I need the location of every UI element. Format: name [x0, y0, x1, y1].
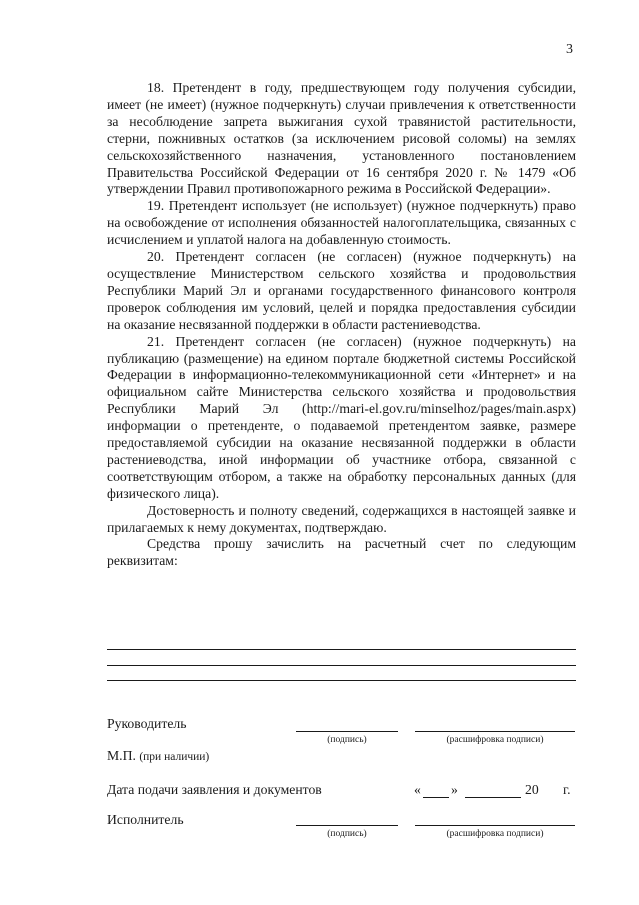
- stamp-label: М.П.: [107, 748, 136, 763]
- date-day-line: [423, 797, 449, 798]
- paragraph-21: 21. Претендент согласен (не согласен) (нужное подчеркнуть) на публикацию (размещение) на едином портале бюджетной системы Российской Федерации в информационно-телекоммуникационной сети «Интернет» и на официальном сайте Министерства сельского хозяйства и продовольствия Республики Марий Эл (http://mari-el.gov.ru/minselhoz/pages/main.aspx) информации о претенденте, о подаваемой претендентом заявке, размере предоставляемой субсидии на оказание несвязанной поддержки в области растениеводства, иной информации об участнике отбора, связанной с соответствующим отбором, а также на обработку персональных данных (для физического лица).: [107, 333, 576, 501]
- date-year-suffix: г.: [563, 782, 571, 797]
- executor-decoding-line: [415, 825, 575, 826]
- confirmation-paragraph: Достоверность и полноту сведений, содержащихся в настоящей заявке и прилагаемых к нему документах, подтверждаю.: [107, 502, 576, 535]
- body-text: [107, 80, 576, 570]
- head-label: Руководитель: [107, 716, 187, 731]
- head-signature-line: [296, 731, 398, 732]
- date-month-line: [465, 797, 521, 798]
- bank-details-paragraph: Средства прошу зачислить на расчетный счет по следующим реквизитам:: [107, 536, 576, 569]
- head-signature-caption: (подпись): [327, 735, 367, 745]
- head-decoding-caption: (расшифровка подписи): [446, 735, 544, 745]
- executor-decoding-caption: (расшифровка подписи): [446, 829, 544, 839]
- date-close-quote: »: [451, 782, 458, 797]
- executor-signature-line: [296, 825, 398, 826]
- blank-line: [107, 665, 576, 666]
- stamp-note: (при наличии): [139, 751, 210, 763]
- executor-signature-caption: (подпись): [327, 829, 367, 839]
- date-label: Дата подачи заявления и документов: [107, 782, 322, 797]
- paragraph-20: 20. Претендент согласен (не согласен) (нужное подчеркнуть) на осуществление Министерством сельского хозяйства и продовольствия Республики Марий Эл и органами государственного финансового контроля проверок соблюдения им условий, целей и порядка предоставления субсидии на оказание несвязанной поддержки в области растениеводства.: [107, 249, 576, 332]
- bank-details-blank-lines: [107, 649, 576, 696]
- head-decoding-line: [415, 731, 575, 732]
- executor-label: Исполнитель: [107, 812, 184, 827]
- paragraph-19: 19. Претендент использует (не использует) (нужное подчеркнуть) право на освобождение от исполнения обязанностей налогоплательщика, связанных с исчислением и уплатой налога на добавленную стоимость.: [107, 198, 576, 248]
- date-open-quote: «: [414, 782, 421, 797]
- stamp-line: [107, 748, 209, 764]
- paragraph-18: 18. Претендент в году, предшествующем году получения субсидии, имеет (не имеет) (нужное подчеркнуть) случаи привлечения к ответственности за несоблюдение запрета выжигания сухой травянистой растительности, стерни, пожнивных остатков (за исключением рисовой соломы) на землях сельскохозяйственного назначения, установленного постановлением Правительства Российской Федерации от 16 сентября 2020 г. № 1479 «Об утверждении Правил противопожарного режима в Российской Федерации».: [107, 80, 576, 197]
- date-year-prefix: 20: [525, 782, 539, 797]
- date-year-gap: [542, 797, 560, 798]
- blank-line: [107, 649, 576, 650]
- blank-line: [107, 680, 576, 681]
- page-number: 3: [566, 42, 573, 57]
